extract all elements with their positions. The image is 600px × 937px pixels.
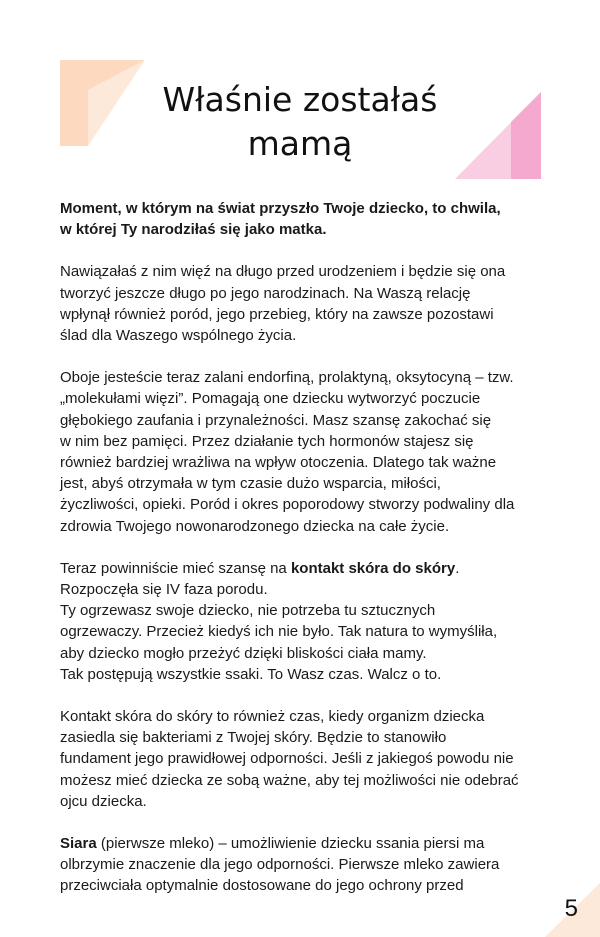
emphasis-skin-to-skin: kontakt skóra do skóry xyxy=(290,559,456,577)
paragraph-bacteria: Kontakt skóra do skóry to również czas, kiedy organizm dziecka zasiedla się bakteriami z Twojej skóry. Będzie to stanowiło fundament jego prawidłowej odporności. Jeśli z jakiegoś powodu nie możesz mieć dziecka ze sobą ważne, aby tej możliwości nie odebrać ojcu dziecka. xyxy=(60,708,519,810)
paragraph-hormones: Oboje jesteście teraz zalani endorfiną, prolaktyną, oksytocyną – tzw. „molekułami więzi”. Pomagają one dziecku wytworzyć poczucie głębokiego zaufania i przynależności. Masz szansę zakochać się w nim bez pamięci. Przez działanie tych hormonów stajesz się również bardziej wrażliwa na wpływ otoczenia. Dlatego tak ważne jest, abyś otrzymała w tym czasie dużo wsparcia, miłości, życzliwości, opieki. Poród i okres poporodowy stworzy podwaliny dla zdrowia Twojego nowonarodzonego dziecka na całe życie. xyxy=(60,369,515,535)
title-line-1: Właśnie zostałaś xyxy=(162,80,438,119)
paragraph-skin-to-skin: Teraz powinniście mieć szansę na kontakt skóra do skóry. Rozpoczęła się IV faza porodu. Ty ogrzewasz swoje dziecko, nie potrzeba tu sztucznych ogrzewaczy. Przecież kiedyś ich nie było. Tak natura to wymyśliła, aby dziecko mogło przeżyć dzięki bliskości ciała mamy. Tak postępują wszystkie ssaki. To Wasz czas. Walcz o to. xyxy=(60,559,498,683)
lead-paragraph: Moment, w którym na świat przyszło Twoje dziecko, to chwila, w której Ty narodziłaś się jako matka. xyxy=(60,200,501,239)
page-number: 5 xyxy=(564,895,578,922)
article-body xyxy=(60,198,550,918)
emphasis-colostrum: Siara xyxy=(60,835,97,853)
paragraph-bond: Nawiązałaś z nim więź na długo przed urodzeniem i będzie się ona tworzyć jeszcze długo po jego narodzinach. Na Waszą relację wpłynął również poród, jego przebieg, który na zawsze pozostawi ślad dla Waszego wspólnego życia. xyxy=(60,263,506,345)
title-line-2: mamą xyxy=(247,124,353,163)
page-title xyxy=(0,78,600,166)
paragraph-colostrum: Siara (pierwsze mleko) – umożliwienie dziecku ssania piersi ma olbrzymie znaczenie dla jego odporności. Pierwsze mleko zawiera przeciwciała optymalnie dostosowane do jego ochrony przed xyxy=(60,835,500,895)
